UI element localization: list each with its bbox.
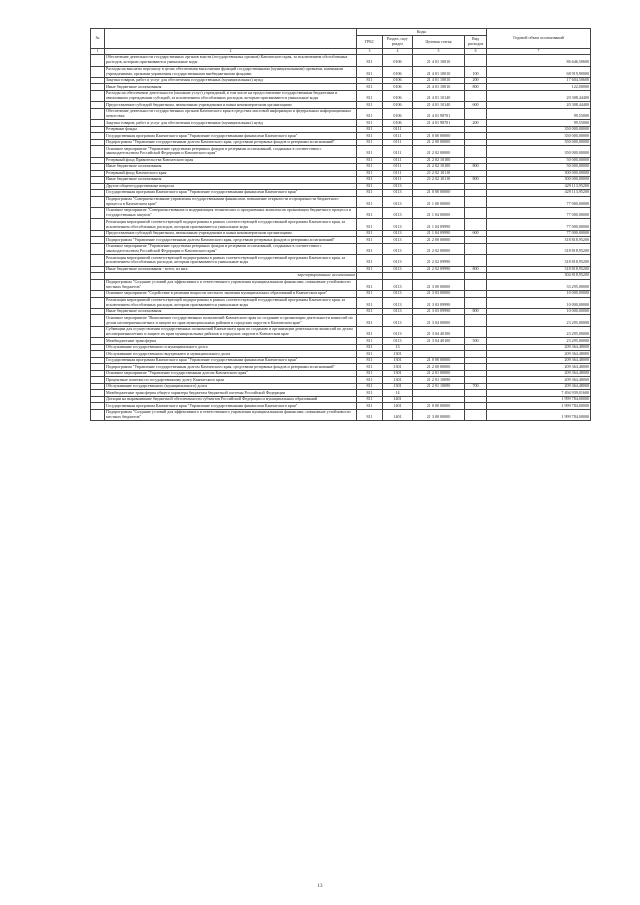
row-razdel: 0106 <box>383 77 413 84</box>
row-grbs: 811 <box>357 157 383 164</box>
row-sum: 209 364,48000 <box>487 357 591 364</box>
row-name: Обслуживание государственного (муниципального) долга <box>105 383 357 390</box>
row-vr: 700 <box>465 383 487 390</box>
row-grbs: 811 <box>357 219 383 230</box>
row-sum: 429 113,95200 <box>487 183 591 190</box>
row-sum: 350 000,00000 <box>487 146 591 157</box>
row-csr: 21 4 01 10010 <box>413 66 465 77</box>
row-sum: 23 295,00000 <box>487 315 591 326</box>
row-name: Закупка товаров, работ и услуг для обеспечения государственных (муниципальных) нужд <box>105 120 357 127</box>
row-csr: 21 3 03 00000 <box>413 291 465 298</box>
row-razdel: 0111 <box>383 164 413 171</box>
table-row <box>91 219 591 230</box>
row-sum: 350 000,00000 <box>487 126 591 133</box>
row-grbs: 811 <box>357 66 383 77</box>
row-sum: 318 818,95200 <box>487 255 591 266</box>
row-vr: 600 <box>465 102 487 109</box>
table-row <box>91 409 591 420</box>
row-name: Иные бюджетные ассигнования <box>105 84 357 91</box>
row-name: Основное мероприятие "Выполнение государственных полномочий Камчатского края по созданию и организации деятельности комиссий по делам несовершеннолетних и защите их прав муниципальных районов и городских округов в Камчатском крае" <box>105 315 357 326</box>
row-grbs: 811 <box>357 126 383 133</box>
row-csr: 21 3 00 00000 <box>413 279 465 290</box>
row-razdel: 0113 <box>383 326 413 337</box>
row-csr: 21 4 01 10010 <box>413 55 465 66</box>
row-sum: 209 364,48000 <box>487 351 591 358</box>
row-grbs: 811 <box>357 291 383 298</box>
row-grbs: 811 <box>357 237 383 244</box>
row-razdel: 0111 <box>383 133 413 140</box>
row-grbs: 811 <box>357 170 383 177</box>
row-csr: 21 2 02 10110 <box>413 170 465 177</box>
row-csr: 21 2 02 10100 <box>413 164 465 171</box>
row-grbs: 811 <box>357 190 383 197</box>
row-razdel: 0111 <box>383 126 413 133</box>
row-sum: 350 000,00000 <box>487 133 591 140</box>
row-csr: 21 4 01 98701 <box>413 120 465 127</box>
row-name: Резервный фонд Правительства Камчатского края <box>105 157 357 164</box>
row-sum: 1 999 784,00000 <box>487 403 591 410</box>
row-sum: 50 000,00000 <box>487 164 591 171</box>
row-vr <box>465 55 487 66</box>
row-sum: 318 818,95200 <box>487 266 591 273</box>
row-grbs: 811 <box>357 390 383 397</box>
row-razdel: 1401 <box>383 403 413 410</box>
row-number <box>91 255 105 266</box>
table-row <box>91 66 591 77</box>
row-name: Государственная программа Камчатского края "Управление государственными финансами Камчатского края" <box>105 357 357 364</box>
row-razdel: 0113 <box>383 196 413 207</box>
row-name: Реализация мероприятий соответствующей подпрограммы в рамках соответствующей государственной программы Камчатского края, за исключением обособленных расходов, которым присваиваются уникальные коды <box>105 255 357 266</box>
row-csr: 21 2 02 09990 <box>413 266 465 273</box>
row-number <box>91 326 105 337</box>
row-sum: 209 364,48000 <box>487 383 591 390</box>
row-sum: 7 494 939,01600 <box>487 390 591 397</box>
row-sum: 209 364,48000 <box>487 370 591 377</box>
row-razdel: 0111 <box>383 139 413 146</box>
row-vr: 800 <box>465 84 487 91</box>
column-number: 7 <box>487 49 591 55</box>
row-name: Подпрограмма "Совершенствование управления государственными финансами, повышение открытости и прозрачности бюджетного процесса в Камчатском крае" <box>105 196 357 207</box>
row-name: Дотации на выравнивание бюджетной обеспеченности субъектов Российской Федерации и муниципальных образований <box>105 396 357 403</box>
row-sum: 77 000,00000 <box>487 219 591 230</box>
row-sum: 20 308,44400 <box>487 102 591 109</box>
row-csr: 21 4 01 10010 <box>413 84 465 91</box>
row-name: Реализация мероприятий соответствующей подпрограммы в рамках соответствующей государственной программы Камчатского края, за исключением обособленных расходов, которым присваиваются уникальные коды <box>105 297 357 308</box>
row-name: Подпрограмма "Создание условий для эффективного и ответственного управления муниципальными финансами, повышение устойчивости местных бюджетов" <box>105 409 357 420</box>
table-row <box>91 315 591 326</box>
row-razdel: 0113 <box>383 243 413 254</box>
row-name: Подпрограмма "Создание условий для эффективного и ответственного управления муниципальными финансами, повышение устойчивости местных бюджетов" <box>105 279 357 290</box>
header-name <box>105 29 357 49</box>
row-number <box>91 315 105 326</box>
row-razdel: 0113 <box>383 297 413 308</box>
row-razdel: 1401 <box>383 396 413 403</box>
row-sum: 23 295,00000 <box>487 326 591 337</box>
row-grbs: 811 <box>357 108 383 119</box>
row-razdel: 0113 <box>383 183 413 190</box>
row-name: Расходы на выплаты персоналу в целях обеспечения выполнения функций государственными (муниципальными) органами, казенными учреждениями, органами управления государственными внебюджетными фондами <box>105 66 357 77</box>
row-sum: 50 000,00000 <box>487 157 591 164</box>
row-csr: 21 2 02 00000 <box>413 146 465 157</box>
row-vr <box>465 297 487 308</box>
row-grbs: 811 <box>357 297 383 308</box>
row-razdel: 0106 <box>383 108 413 119</box>
row-csr: 21 3 03 09990 <box>413 308 465 315</box>
table-row <box>91 326 591 337</box>
row-sum: 77 000,00000 <box>487 208 591 219</box>
row-sum: 86 646,50600 <box>487 55 591 66</box>
row-vr: 100 <box>465 66 487 77</box>
row-name: Подпрограмма "Управление государственным долгом Камчатского края, средствами резервных фондов и резервами ассигнований" <box>105 364 357 371</box>
row-csr: 21 2 02 10110 <box>413 177 465 184</box>
row-razdel: 1301 <box>383 370 413 377</box>
row-razdel: 0106 <box>383 102 413 109</box>
row-razdel: 0113 <box>383 291 413 298</box>
table-row <box>91 243 591 254</box>
table-row <box>91 255 591 266</box>
row-csr: 21 0 00 00000 <box>413 190 465 197</box>
column-number: 5 <box>413 49 465 55</box>
row-csr: 21 3 00 00000 <box>413 409 465 420</box>
row-csr: 21 0 00 00000 <box>413 403 465 410</box>
row-csr: 21 1 04 00000 <box>413 208 465 219</box>
row-number <box>91 66 105 77</box>
row-number <box>91 146 105 157</box>
row-name: Расходы на обеспечение деятельности (оказание услуг) учреждений, в том числе на предоставление государственным бюджетным и автономным учреждениям субсидий, за исключением обособленных расходов, которым присваиваются уникальные коды <box>105 90 357 101</box>
row-sum: 318 818,95200 <box>487 243 591 254</box>
row-vr <box>465 255 487 266</box>
row-csr: 21 3 04 40100 <box>413 338 465 345</box>
row-razdel: 0113 <box>383 266 413 273</box>
row-razdel: 1301 <box>383 357 413 364</box>
row-name: Предоставление субсидий бюджетным, автономным учреждениям и иным некоммерческим организациям <box>105 102 357 109</box>
row-razdel: 1401 <box>383 409 413 420</box>
row-number <box>91 90 105 101</box>
row-grbs: 811 <box>357 396 383 403</box>
row-vr <box>465 208 487 219</box>
row-grbs: 811 <box>357 230 383 237</box>
row-grbs: 811 <box>357 120 383 127</box>
row-number <box>91 219 105 230</box>
row-name: Обслуживание государственного внутреннего и муниципального долга <box>105 351 357 358</box>
row-sum: 300 000,00000 <box>487 177 591 184</box>
header-grbs: ГРБС <box>357 36 383 49</box>
table-row <box>91 90 591 101</box>
row-name: Обеспечение деятельности государственных органов власти (государственных органов) Камчатского края, за исключением обособленных расходов, которым присваиваются уникальные коды <box>105 55 357 66</box>
row-razdel: 0106 <box>383 55 413 66</box>
row-name: Государственная программа Камчатского края "Управление государственными финансами Камчатского края" <box>105 190 357 197</box>
row-name: Основное мероприятие "Управление средствами резервных фондов и резервами ассигнований, созданных в соответствии с законодательством Российской Федерации и Камчатского края" <box>105 243 357 254</box>
row-name: Закупка товаров, работ и услуг для обеспечения государственных (муниципальных) нужд <box>105 77 357 84</box>
row-grbs: 811 <box>357 77 383 84</box>
row-csr: 21 2 00 00000 <box>413 139 465 146</box>
row-name: Резервные фонды <box>105 126 357 133</box>
row-sum: 350 000,00000 <box>487 139 591 146</box>
row-csr: 21 4 01 98701 <box>413 108 465 119</box>
row-grbs: 811 <box>357 133 383 140</box>
table-row <box>91 55 591 66</box>
row-grbs: 811 <box>357 183 383 190</box>
header-codes-group: Коды <box>357 29 487 36</box>
row-number <box>91 55 105 66</box>
row-grbs: 811 <box>357 326 383 337</box>
row-grbs: 811 <box>357 55 383 66</box>
row-grbs: 811 <box>357 255 383 266</box>
row-sum: 99,55000 <box>487 108 591 119</box>
table-row <box>91 297 591 308</box>
row-grbs: 811 <box>357 139 383 146</box>
row-razdel: 0113 <box>383 279 413 290</box>
row-name: Государственная программа Камчатского края "Управление государственными финансами Камчатского края" <box>105 403 357 410</box>
header-total: Годовой объем ассигнований <box>487 29 591 49</box>
row-name: Межбюджетные трансферты <box>105 338 357 345</box>
header-vr: Вид расходов <box>465 36 487 49</box>
row-grbs: 811 <box>357 243 383 254</box>
row-sum: 318 818,95200 <box>487 237 591 244</box>
row-razdel: 1301 <box>383 364 413 371</box>
row-csr: 21 2 01 00000 <box>413 370 465 377</box>
row-csr: 21 2 00 00000 <box>413 364 465 371</box>
row-note: зарезервированные ассигнования <box>105 273 357 280</box>
row-csr: 21 3 03 09990 <box>413 297 465 308</box>
row-razdel: 0106 <box>383 84 413 91</box>
row-grbs: 811 <box>357 84 383 91</box>
column-number: 1 <box>91 49 105 55</box>
row-csr: 21 2 00 00000 <box>413 237 465 244</box>
row-name: Предоставление субсидий бюджетным, автономным учреждениям и иным некоммерческим организациям <box>105 230 357 237</box>
row-vr <box>465 219 487 230</box>
row-vr: 800 <box>465 266 487 273</box>
row-grbs: 811 <box>357 196 383 207</box>
row-sum: 209 364,48000 <box>487 344 591 351</box>
row-sum: 1 999 784,00000 <box>487 409 591 420</box>
row-name: Государственная программа Камчатского края "Управление государственными финансами Камчатского края" <box>105 133 357 140</box>
row-name: Основное мероприятие "Содействие в решении вопросов местного значения муниципальных образований в Камчатском крае" <box>105 291 357 298</box>
table-row <box>91 196 591 207</box>
row-number <box>91 409 105 420</box>
row-sum: 77 000,00000 <box>487 230 591 237</box>
row-name: Иные бюджетные ассигнования <box>105 308 357 315</box>
row-sum: 68 919,90000 <box>487 66 591 77</box>
table-row <box>91 146 591 157</box>
row-name: Основное мероприятие "Управление средствами резервных фондов и резервами ассигнований, созданных в соответствии с законодательством Российской Федерации и Камчатского края" <box>105 146 357 157</box>
row-grbs: 811 <box>357 370 383 377</box>
row-csr: 21 3 04 00000 <box>413 315 465 326</box>
row-name: Обслуживание государственного и муниципального долга <box>105 344 357 351</box>
row-grbs: 811 <box>357 364 383 371</box>
row-grbs: 811 <box>357 164 383 171</box>
row-sum: 122,00000 <box>487 84 591 91</box>
row-number <box>91 108 105 119</box>
row-grbs: 811 <box>357 315 383 326</box>
row-razdel: 0113 <box>383 237 413 244</box>
row-sum: 304 818,95200 <box>487 273 591 280</box>
row-sum: 17 604,50600 <box>487 77 591 84</box>
table-row <box>91 208 591 219</box>
row-razdel: 1301 <box>383 383 413 390</box>
row-razdel: 0106 <box>383 120 413 127</box>
row-name: Реализация мероприятий соответствующей подпрограммы в рамках соответствующей государственной программы Камчатского края, за исключением обособленных расходов, которым присваиваются уникальные коды <box>105 219 357 230</box>
row-name: Иные бюджетные ассигнования - всего, из них: <box>105 266 357 273</box>
row-razdel: 0113 <box>383 190 413 197</box>
row-razdel: 0113 <box>383 255 413 266</box>
row-number <box>91 243 105 254</box>
table-body <box>91 55 591 421</box>
row-razdel: 0113 <box>383 219 413 230</box>
row-number <box>91 196 105 207</box>
row-name: Иные бюджетные ассигнования <box>105 177 357 184</box>
row-csr: 21 0 00 00000 <box>413 357 465 364</box>
row-sum: 10 000,00000 <box>487 308 591 315</box>
row-razdel: 14 <box>383 390 413 397</box>
row-name: Процентные платежи по государственному долгу Камчатского края <box>105 377 357 384</box>
row-grbs: 811 <box>357 357 383 364</box>
column-number: 4 <box>383 49 413 55</box>
row-grbs: 811 <box>357 338 383 345</box>
row-razdel: 1301 <box>383 377 413 384</box>
budget-table-page <box>90 28 590 421</box>
row-grbs: 811 <box>357 90 383 101</box>
row-name: Подпрограмма "Управление государственным долгом Камчатского края, средствами резервных фондов и резервами ассигнований" <box>105 237 357 244</box>
row-number <box>91 279 105 290</box>
row-razdel: 0113 <box>383 308 413 315</box>
row-sum: 23 295,00000 <box>487 338 591 345</box>
row-grbs: 811 <box>357 279 383 290</box>
row-grbs: 811 <box>357 377 383 384</box>
row-razdel: 0111 <box>383 157 413 164</box>
row-csr: 21 0 00 00000 <box>413 133 465 140</box>
row-vr <box>465 243 487 254</box>
row-razdel: 0113 <box>383 208 413 219</box>
row-vr <box>465 279 487 290</box>
row-name: Другие общегосударственные вопросы <box>105 183 357 190</box>
row-razdel: 0106 <box>383 90 413 101</box>
row-razdel: 0113 <box>383 338 413 345</box>
row-razdel: 0113 <box>383 315 413 326</box>
row-csr: 21 2 02 09990 <box>413 255 465 266</box>
row-vr <box>465 108 487 119</box>
row-razdel: 0111 <box>383 146 413 157</box>
row-number <box>91 208 105 219</box>
row-razdel: 0113 <box>383 230 413 237</box>
header-razdel: Раздел, под-раздел <box>383 36 413 49</box>
row-csr: 21 2 01 10090 <box>413 383 465 390</box>
row-grbs: 811 <box>357 308 383 315</box>
table-row <box>91 108 591 119</box>
row-sum: 300 000,00000 <box>487 170 591 177</box>
row-name: Основное мероприятие "Совершенствование и модернизация технических и программных комплексов организации бюджетного процесса и государственных закупок" <box>105 208 357 219</box>
row-csr: 21 4 01 10140 <box>413 102 465 109</box>
page-number: 13 <box>317 884 323 889</box>
row-grbs: 811 <box>357 383 383 390</box>
row-csr: 21 1 00 00000 <box>413 196 465 207</box>
row-sum: 20 308,44400 <box>487 90 591 101</box>
row-vr: 500 <box>465 338 487 345</box>
row-number <box>91 297 105 308</box>
row-grbs: 811 <box>357 409 383 420</box>
row-razdel: 13 <box>383 344 413 351</box>
row-razdel: 0111 <box>383 177 413 184</box>
table-row <box>91 279 591 290</box>
budget-table <box>90 28 591 421</box>
row-sum: 10 000,00000 <box>487 297 591 308</box>
row-vr <box>465 409 487 420</box>
row-name: Иные бюджетные ассигнования <box>105 164 357 171</box>
row-vr: 200 <box>465 77 487 84</box>
row-csr: 21 2 01 10090 <box>413 377 465 384</box>
row-vr: 600 <box>465 230 487 237</box>
row-vr <box>465 326 487 337</box>
row-sum: 209 364,48000 <box>487 377 591 384</box>
row-grbs: 811 <box>357 344 383 351</box>
row-sum: 209 364,48000 <box>487 364 591 371</box>
row-vr: 800 <box>465 164 487 171</box>
row-razdel: 0106 <box>383 66 413 77</box>
row-name: Резервный фонд Камчатского края <box>105 170 357 177</box>
column-number: 3 <box>357 49 383 55</box>
row-name: Межбюджетные трансферты общего характера бюджетам бюджетной системы Российской Федерации <box>105 390 357 397</box>
row-grbs: 811 <box>357 403 383 410</box>
row-grbs: 811 <box>357 146 383 157</box>
row-vr: 800 <box>465 177 487 184</box>
row-csr: 21 4 01 10140 <box>413 90 465 101</box>
row-vr <box>465 90 487 101</box>
row-razdel: 0111 <box>383 170 413 177</box>
row-grbs: 811 <box>357 351 383 358</box>
row-vr: 800 <box>465 308 487 315</box>
column-number: 2 <box>105 49 357 55</box>
row-sum: 10 000,00000 <box>487 291 591 298</box>
row-csr: 21 2 02 00000 <box>413 243 465 254</box>
column-number: 6 <box>465 49 487 55</box>
row-sum: 77 000,00000 <box>487 196 591 207</box>
row-grbs: 811 <box>357 177 383 184</box>
row-vr <box>465 315 487 326</box>
row-csr: 21 1 04 09990 <box>413 230 465 237</box>
row-csr: 21 3 04 40100 <box>413 326 465 337</box>
row-name: Основное мероприятие "Управление государственным долгом Камчатского края" <box>105 370 357 377</box>
row-sum: 33 295,00000 <box>487 279 591 290</box>
row-name: Подпрограмма "Управление государственным долгом Камчатского края, средствами резервных фондов и резервами ассигнований" <box>105 139 357 146</box>
row-grbs: 811 <box>357 208 383 219</box>
row-sum: 99,55000 <box>487 120 591 127</box>
row-grbs: 811 <box>357 102 383 109</box>
row-razdel: 1301 <box>383 351 413 358</box>
row-csr: 21 2 02 10100 <box>413 157 465 164</box>
row-name: Субвенции для осуществления государственных полномочий Камчатского края по созданию и организации деятельности комиссий по делам несовершеннолетних и защите их прав муниципальных районов и городских округов в Камчатском крае <box>105 326 357 337</box>
row-csr: 21 1 04 09990 <box>413 219 465 230</box>
header-csr: Целевая статья <box>413 36 465 49</box>
row-vr: 200 <box>465 120 487 127</box>
row-vr <box>465 196 487 207</box>
row-vr <box>465 146 487 157</box>
row-sum: 1 999 784,00000 <box>487 396 591 403</box>
row-csr: 21 4 01 10010 <box>413 77 465 84</box>
row-sum: 429 113,95200 <box>487 190 591 197</box>
row-grbs: 811 <box>357 266 383 273</box>
header-number: № <box>91 29 105 49</box>
row-name: Обеспечение деятельности государственных органов Камчатского края в средствах массовой информации и федеральных информационных агентствах <box>105 108 357 119</box>
